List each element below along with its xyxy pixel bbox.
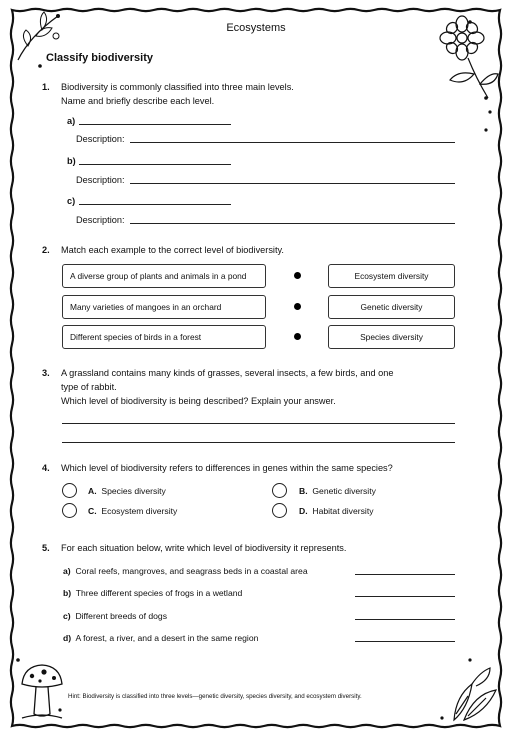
q5c-text: Different breeds of dogs: [75, 611, 168, 621]
q1b-description-label: Description:: [76, 175, 125, 185]
q5a-answer-line[interactable]: [355, 574, 455, 575]
q5a-label: a): [63, 566, 71, 576]
q5b-answer-line[interactable]: [355, 596, 455, 597]
match-level-ecosystem[interactable]: Ecosystem diversity: [328, 264, 455, 288]
q3-number: 3.: [42, 368, 50, 378]
q4-option-d-text: Habitat diversity: [312, 506, 374, 516]
hint-text: Hint: Biodiversity is classified into three levels—genetic diversity, species diversity, and ecosystem diversity.: [68, 693, 362, 700]
q5a-text: Coral reefs, mangroves, and seagrass beds in a coastal area: [75, 566, 308, 576]
q3-text-line1: A grassland contains many kinds of grasses, several insects, a few birds, and one: [61, 368, 394, 378]
q4-option-d-letter: D.: [299, 506, 308, 516]
q1c-description-label: Description:: [76, 215, 125, 225]
q3-answer-line-2[interactable]: [62, 442, 455, 443]
leaves-icon: [446, 664, 500, 724]
q4-option-d[interactable]: [299, 505, 374, 518]
match-example-2[interactable]: Many varieties of mangoes in an orchard: [62, 295, 266, 319]
q5d-text: A forest, a river, and a desert in the same region: [75, 633, 259, 643]
q1-text-line1: Biodiversity is commonly classified into three main levels.: [61, 82, 294, 92]
q5b-text: Three different species of frogs in a wetland: [75, 588, 243, 598]
q1-text-line2: Name and briefly describe each level.: [61, 96, 215, 106]
q1c-name-line[interactable]: [79, 204, 231, 205]
q1c-description-line[interactable]: [130, 223, 455, 224]
q5c-item: [63, 610, 167, 623]
section-title: Classify biodiversity: [46, 52, 153, 64]
q4-option-c-text: Ecosystem diversity: [101, 506, 178, 516]
q4-option-d-radio[interactable]: [272, 503, 287, 518]
q1a-name-line[interactable]: [79, 124, 231, 125]
q3-answer-line-1[interactable]: [62, 423, 455, 424]
q4-option-b[interactable]: [299, 485, 376, 498]
q3-text-line2: type of rabbit.: [61, 382, 117, 392]
q4-option-c[interactable]: [88, 505, 177, 518]
q4-option-a-text: Species diversity: [101, 486, 166, 496]
match-dot-2[interactable]: [294, 303, 301, 310]
q4-option-a[interactable]: [88, 485, 166, 498]
q2-number: 2.: [42, 245, 50, 255]
q1-number: 1.: [42, 82, 50, 92]
q5d-label: d): [63, 633, 72, 643]
q1a-description-label: Description:: [76, 134, 125, 144]
match-level-genetic[interactable]: Genetic diversity: [328, 295, 455, 319]
q4-text: Which level of biodiversity refers to differences in genes within the same species?: [61, 463, 393, 473]
q5c-answer-line[interactable]: [355, 619, 455, 620]
q5b-label: b): [63, 588, 72, 598]
page-header: Ecosystems: [226, 22, 286, 34]
q5a-item: [63, 565, 308, 578]
match-example-3[interactable]: Different species of birds in a forest: [62, 325, 266, 349]
q3-text-line3: Which level of biodiversity is being described? Explain your answer.: [61, 396, 336, 406]
q4-option-c-radio[interactable]: [62, 503, 77, 518]
match-example-1[interactable]: A diverse group of plants and animals in a pond: [62, 264, 266, 288]
match-dot-3[interactable]: [294, 333, 301, 340]
q1b-label: b): [67, 156, 76, 166]
q5-number: 5.: [42, 543, 50, 553]
q1c-label: c): [67, 196, 76, 206]
q1a-label: a): [67, 116, 76, 126]
match-dot-1[interactable]: [294, 272, 301, 279]
q4-option-b-radio[interactable]: [272, 483, 287, 498]
q5-text: For each situation below, write which level of biodiversity it represents.: [61, 543, 347, 553]
q2-text: Match each example to the correct level of biodiversity.: [61, 245, 284, 255]
q4-option-c-letter: C.: [88, 506, 97, 516]
q5d-item: [63, 632, 258, 645]
q5c-label: c): [63, 611, 71, 621]
match-level-species[interactable]: Species diversity: [328, 325, 455, 349]
q1b-description-line[interactable]: [130, 183, 455, 184]
q5d-answer-line[interactable]: [355, 641, 455, 642]
q1a-description-line[interactable]: [130, 142, 455, 143]
q4-option-b-letter: B.: [299, 486, 308, 496]
q4-number: 4.: [42, 463, 50, 473]
q1b-name-line[interactable]: [79, 164, 231, 165]
q5b-item: [63, 587, 242, 600]
q4-option-b-text: Genetic diversity: [312, 486, 376, 496]
q4-option-a-radio[interactable]: [62, 483, 77, 498]
mushroom-icon: [18, 662, 66, 722]
q4-option-a-letter: A.: [88, 486, 97, 496]
